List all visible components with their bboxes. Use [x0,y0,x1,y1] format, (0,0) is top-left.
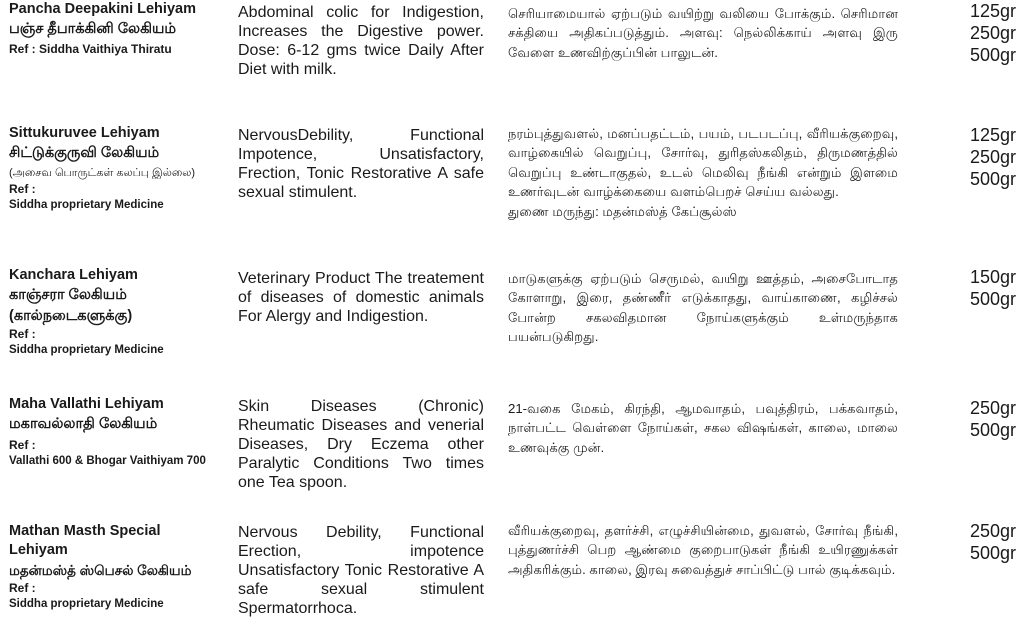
pack-size: 500gr [969,543,1016,563]
product-description: Abdominal colic for Indigestion, Increases the Digestive power. Dose: 6-12 gms twice Daily After Diet with milk. [238,4,484,78]
pack-size: 250gr [969,521,1016,541]
product-tamil-description: வீரியக்குறைவு, தளர்ச்சி, எழுச்சியின்மை, துவளல், சோர்வு நீங்கி, புத்துணர்ச்சி பெற ஆண்மை குறைபாடுகள் நீங்கி உயிரணுக்கள் அதிகரிக்கும். காலை, இரவு சுவைத்துச் சாப்பிட்டு பால் குடிக்கவும். [508,523,898,577]
product-reference: Siddha proprietary Medicine [9,598,164,610]
product-name-block [9,124,231,213]
product-name: Kanchara Lehiyam [9,267,138,283]
product-sizes [922,520,1016,564]
product-reference: Vallathi 600 & Bhogar Vaithiyam 700 [9,455,206,467]
pack-size: 500gr [969,169,1016,189]
product-tamil-name: மதன்மஸ்த் ஸ்பெசல் லேகியம் [9,563,192,578]
product-reference: Ref : Siddha Vaithiya Thiratu [9,42,172,56]
product-tamil-note: (அசைவ பொருட்கள் கலப்பு இல்லை) [9,167,196,179]
product-description: Veterinary Product The treatement of diseases of domestic animals For Alergy and Indigestion. [238,270,484,325]
product-sizes [922,266,1016,310]
product-name-block [9,522,231,612]
pack-size: 250gr [969,23,1016,43]
pack-size: 500gr [969,289,1016,309]
product-tamil-name: சிட்டுக்குருவி லேகியம் [9,145,160,161]
pack-size: 250gr [969,398,1016,418]
product-name: Maha Vallathi Lehiyam [9,396,164,412]
product-description: Nervous Debility, Functional Erection, impotence Unsatisfactory Tonic Restorative A safe sexual stimulent Spermatorrhoca. [238,524,484,617]
product-tamil-name: பஞ்ச தீபாக்கினி லேகியம் [9,21,177,37]
product-description: Skin Diseases (Chronic) Rheumatic Diseases and venerial Diseases, Dry Eczema other Paralytic Conditions Two times one Tea spoon. [238,398,484,491]
product-sizes [922,0,1016,66]
product-name: Pancha Deepakini Lehiyam [9,1,196,17]
product-reference: Siddha proprietary Medicine [9,199,164,211]
pack-size: 125gr [969,125,1016,145]
product-tamil-note: (கால்நடைகளுக்கு) [9,308,133,324]
product-tamil-description: நரம்புத்துவளல், மனப்பதட்டம், பயம், படபடப்பு, வீரியக்குறைவு, வாழ்கையில் வெறுப்பு, சோர்வு, துரிதஸ்கலிதம், திருமணத்தில் வெறுப்பு உண்டாகுதல், உடல் மெலிவு நீங்கி என்றும் இளமை உணர்வுடன் வாழ்க்கையை வளம்பெறச் செய்ய வல்லது. [508,126,898,200]
pack-size: 250gr [969,147,1016,167]
product-name-block [9,395,231,469]
product-tamil-name: மகாவல்லாதி லேகியம் [9,416,158,432]
product-tamil-extra: துணை மருந்து: மதன்மஸ்த் கேப்சூல்ஸ் [508,203,737,219]
product-name: Mathan Masth Special Lehiyam [9,523,161,558]
product-reference-label: Ref : [9,327,36,341]
product-reference-label: Ref : [9,581,36,595]
product-tamil-description: செரியாமையால் ஏற்படும் வயிற்று வலியை போக்கும். செரிமான சக்தியை அதிகப்படுத்தும். அளவு: நெல்லிக்காய் அளவு இரு வேளை உணவிற்குப்பின் பாலுடன். [508,6,898,60]
product-name-block [9,266,231,358]
pack-size: 500gr [969,420,1016,440]
product-tamil-description: மாடுகளுக்கு ஏற்படும் செருமல், வயிறு ஊத்தம், அசைபோடாத கோளாறு, இரை, தண்ணீர் எடுக்காதது, வாய்காணை, கழிச்சல் போன்ற சகலவிதமான நோய்களுக்கும் உள்மருந்தாக பயன்படுகிறது. [508,271,898,345]
product-sizes [922,397,1016,441]
product-description: NervousDebility, Functional Impotence, Unsatisfactory, Frection, Tonic Restorative A safe sexual stimulent. [238,127,484,201]
pack-size: 125gr [969,1,1016,21]
pack-size: 150gr [969,267,1016,287]
product-reference-label: Ref : [9,438,36,452]
product-reference-label: Ref : [9,182,36,196]
product-tamil-description: 21-வகை மேகம், கிரந்தி, ஆமவாதம், பவுத்திரம், பக்கவாதம், நாள்பட்ட வெள்ளை நோய்கள், சகல விஷங்கள், காலை, மாலை உணவுக்கு முன். [508,401,898,455]
product-name-block [9,0,231,57]
product-tamil-description-block [508,124,898,221]
product-sizes [922,124,1016,190]
product-tamil-name: காஞ்சரா லேகியம் [9,287,127,303]
pack-size: 500gr [969,45,1016,65]
product-reference: Siddha proprietary Medicine [9,344,164,356]
product-name: Sittukuruvee Lehiyam [9,125,160,141]
